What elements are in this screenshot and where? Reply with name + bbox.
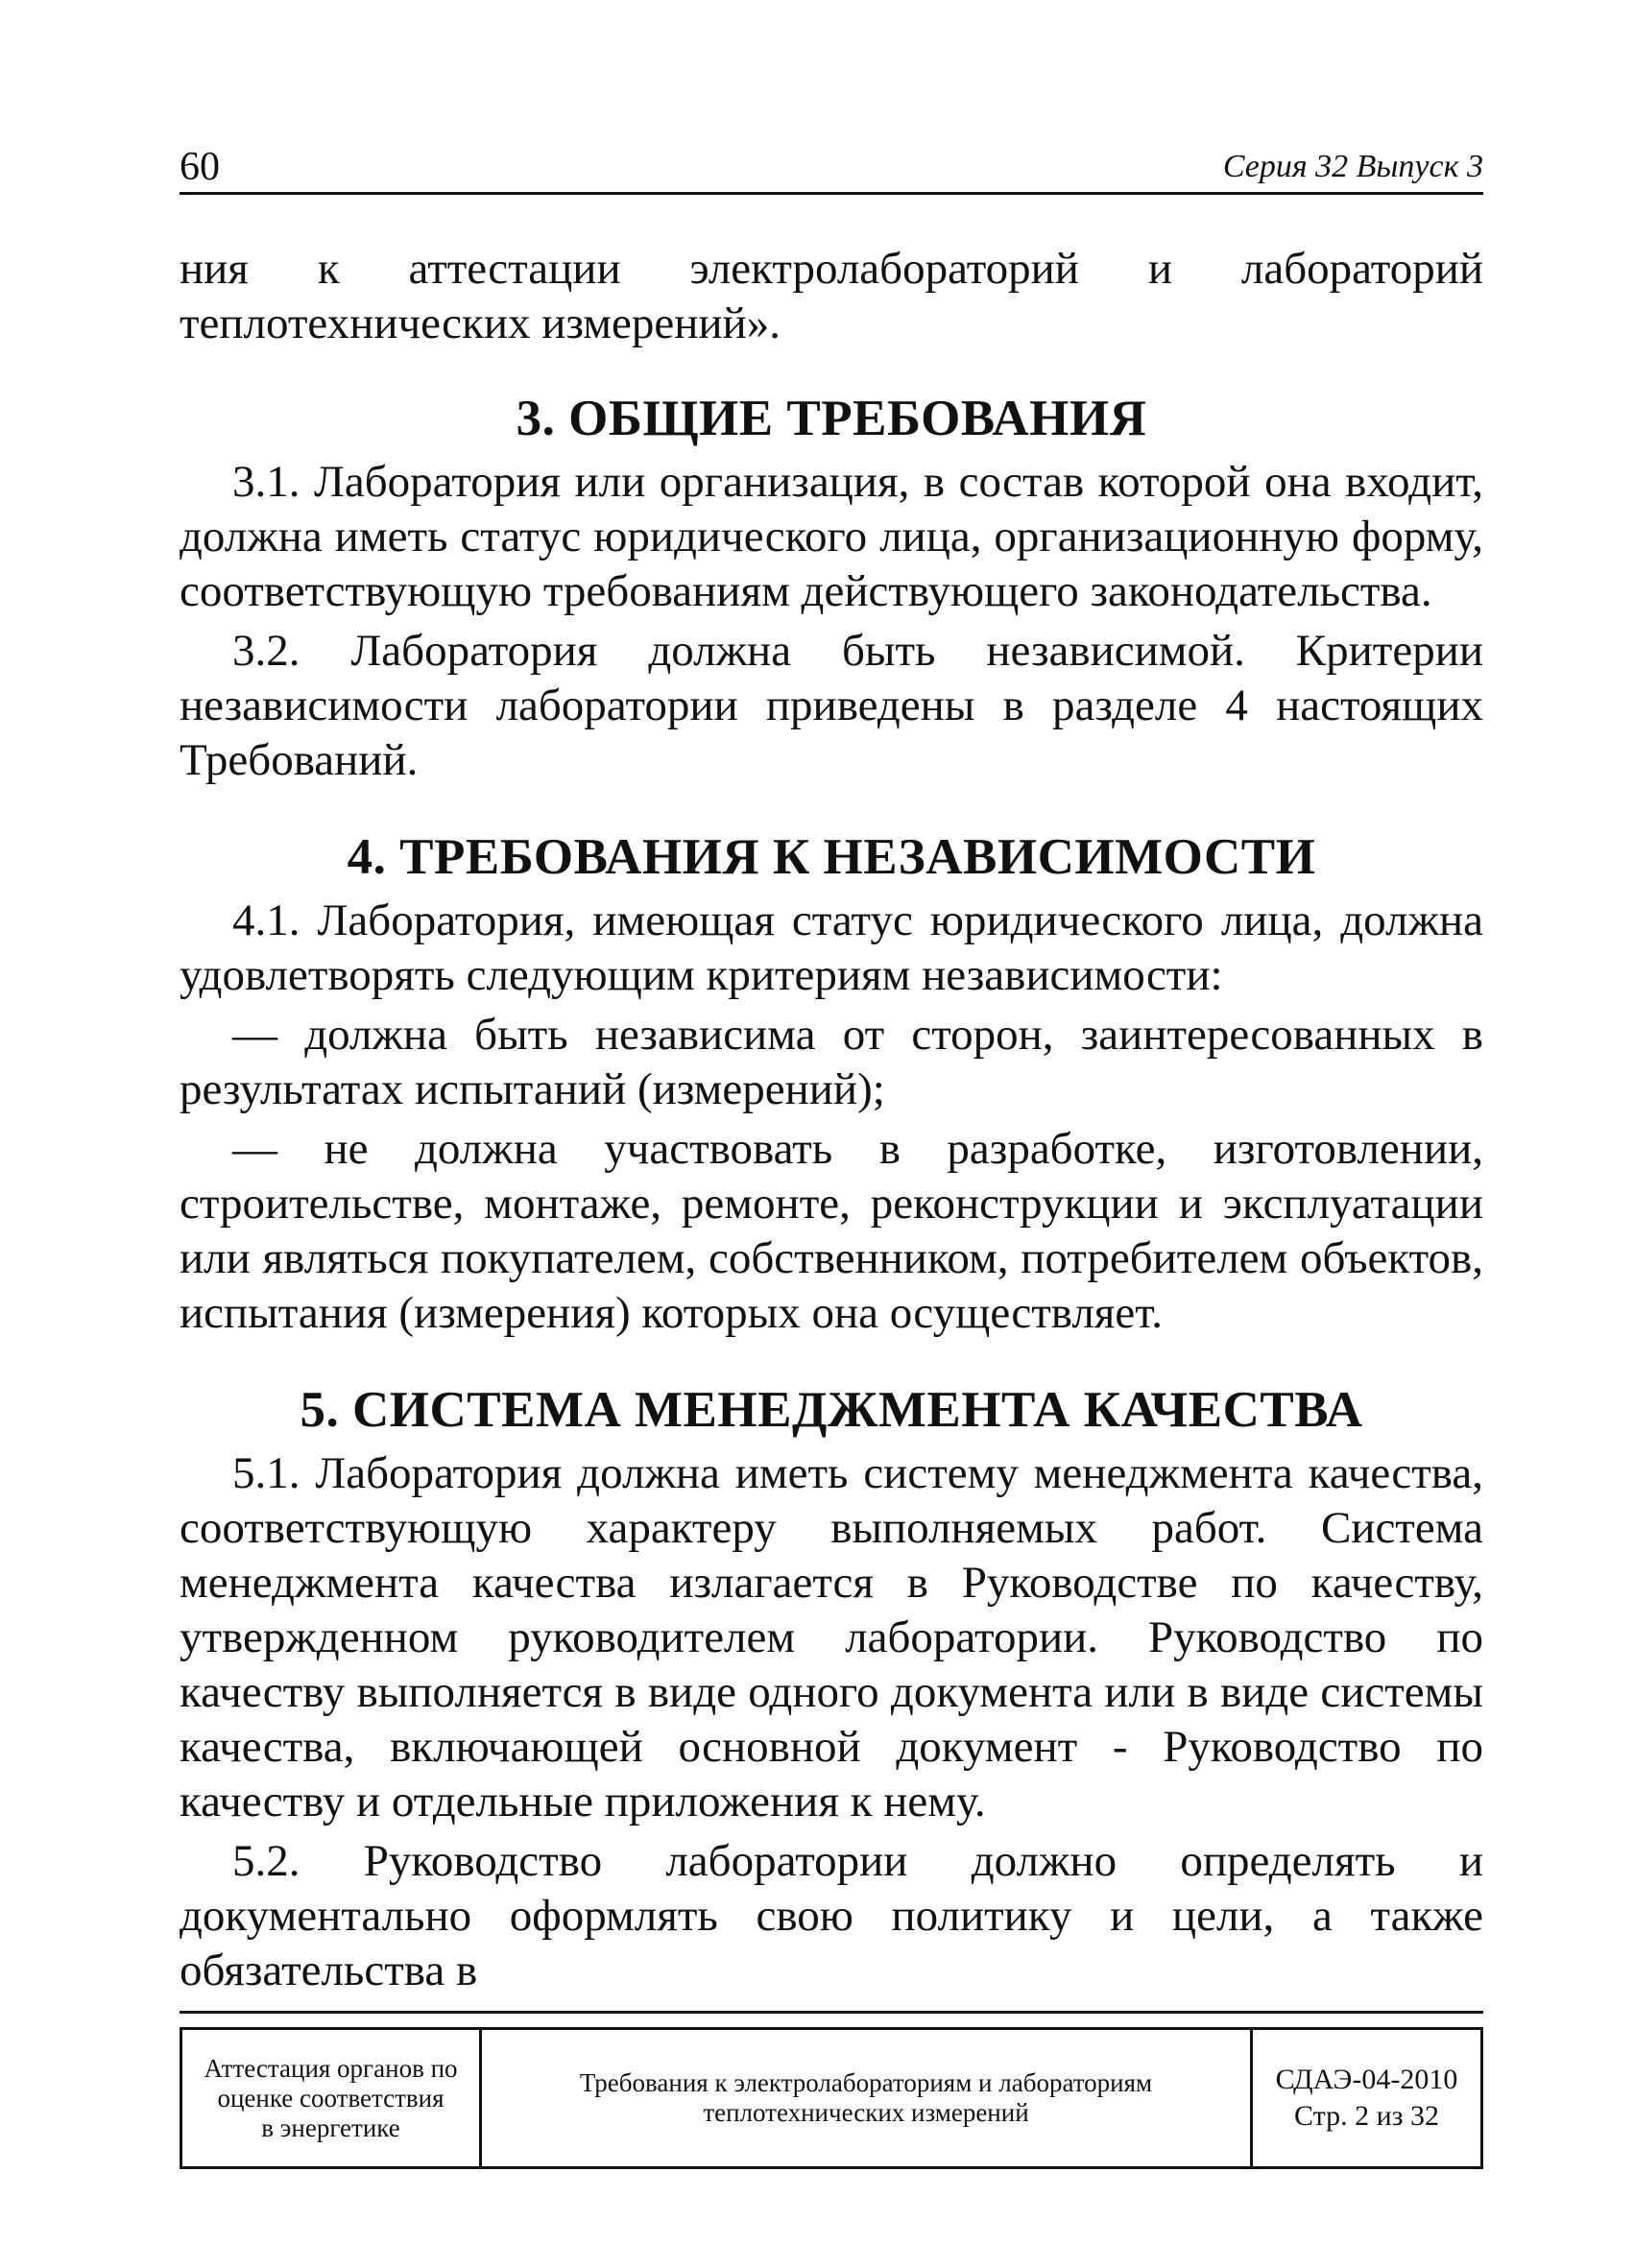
footer-center-cell — [482, 2030, 1253, 2166]
list-item-independence-2: — не должна участвовать в разработке, изготовлении, строительстве, монтаже, ремонте, реконструкции и эксплуатации или являться покупателем, собственником, потребителем объектов, испытания (измерения) которых она осуществляет. — [180, 1124, 1483, 1338]
paragraph-5-2: 5.2. Руководство лаборатории должно определять и документально оформлять свою политику и цели, а также обязательства в — [180, 1836, 1483, 1995]
footer-center-line: Требования к электролабораториям и лабораториям — [579, 2068, 1153, 2097]
page-number: 60 — [180, 145, 220, 189]
document-code: СДАЭ-04-2010 — [1275, 2064, 1458, 2095]
running-head — [180, 142, 1483, 195]
paragraph-3-1: 3.1. Лаборатория или организация, в состав которой она входит, должна иметь статус юридического лица, организационную форму, соответствующую требованиям действующего законодательства. — [180, 457, 1483, 616]
paragraph-3-2: 3.2. Лаборатория должна быть независимой. Критерии независимости лаборатории приведены в разделе 4 настоящих Требований. — [180, 626, 1483, 785]
body-text — [180, 242, 1483, 1998]
intro-paragraph: ния к аттестации электролабораторий и лабораторий теплотехнических измерений». — [180, 244, 1483, 348]
footer-divider — [180, 2011, 1483, 2014]
section-3-heading: 3. ОБЩИЕ ТРЕБОВАНИЯ — [516, 391, 1147, 446]
footer-left-line: в энергетике — [261, 2113, 400, 2142]
footer-left-line: оценке соответствия — [217, 2083, 445, 2113]
series-label: Серия 32 Выпуск 3 — [1222, 149, 1483, 184]
paragraph-5-1: 5.1. Лаборатория должна иметь систему менеджмента качества, соответствующую характеру выполняемых работ. Система менеджмента качества излагается в Руководстве по качеству, утвержденном руководителем лаборатории. Руководство по качеству выполняется в виде одного документа или в виде системы качества, включающей основной документ - Руководство по качеству и отдельные приложения к нему. — [180, 1448, 1483, 1826]
section-4-heading: 4. ТРЕБОВАНИЯ К НЕЗАВИСИМОСТИ — [347, 829, 1316, 885]
page-info: Стр. 2 из 32 — [1294, 2100, 1439, 2132]
footer-table — [180, 2027, 1483, 2169]
footer-center-line: теплотехнических измерений — [703, 2098, 1029, 2127]
list-item-independence-1: — должна быть независима от сторон, заинтересованных в результатах испытаний (измерений); — [180, 1010, 1483, 1114]
footer-right-cell — [1253, 2030, 1480, 2166]
section-5-heading: 5. СИСТЕМА МЕНЕДЖМЕНТА КАЧЕСТВА — [300, 1382, 1363, 1438]
footer-left-line: Аттестация органов по — [204, 2053, 458, 2083]
paragraph-4-1: 4.1. Лаборатория, имеющая статус юридического лица, должна удовлетворять следующим критериям независимости: — [180, 895, 1483, 1000]
footer-left-cell — [182, 2030, 482, 2166]
